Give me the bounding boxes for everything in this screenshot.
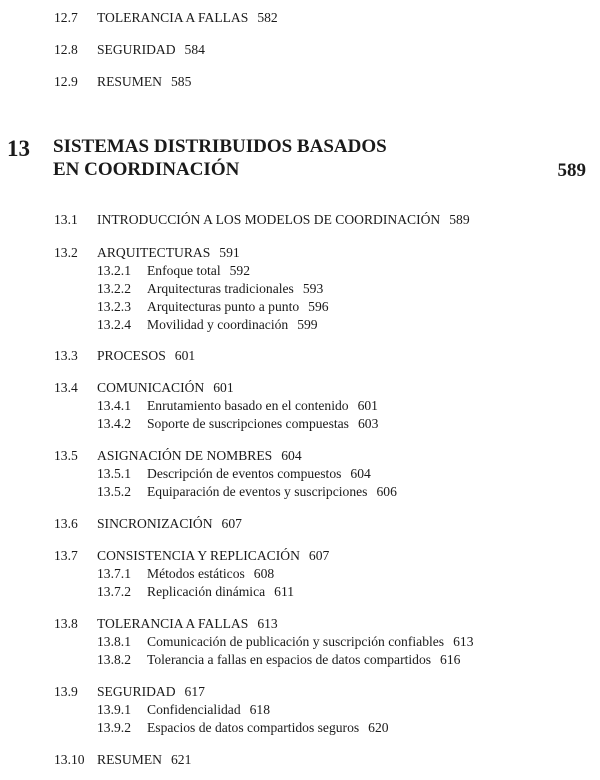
page-number: 616 [440,652,461,667]
page-number: 582 [257,10,278,25]
subsection-title: Equiparación de eventos y suscripciones [147,484,368,499]
page-number: 607 [221,516,242,531]
subsection-title: Soporte de suscripciones compuestas [147,416,349,431]
section-title: SINCRONIZACIÓN [97,516,213,531]
chapter-title-line-2: EN COORDINACIÓN [53,159,240,180]
subsection-number: 13.7.2 [97,584,131,599]
page-number: 599 [297,317,318,332]
section-number: 13.5 [54,448,78,463]
subsection-title: Replicación dinámica [147,584,266,599]
subsection-title: Enfoque total [147,263,221,278]
section-title: PROCESOS [97,348,166,363]
section-number: 13.6 [54,516,78,531]
subsection-number: 13.5.1 [97,466,131,481]
chapter-page-number: 589 [557,160,586,181]
page-number: 589 [449,212,470,227]
subsection-number: 13.5.2 [97,484,131,499]
section-number: 12.8 [54,42,78,57]
section-title: SEGURIDAD [97,42,176,57]
section-number: 13.7 [54,548,78,563]
section-number: 13.2 [54,245,78,260]
page-number: 611 [274,584,295,599]
subsection-number: 13.2.2 [97,281,131,296]
page-number: 596 [308,299,329,314]
section-title: SEGURIDAD [97,684,176,699]
page-number: 618 [249,702,271,717]
subsection-number: 13.9.2 [97,720,131,735]
page-number: 584 [184,42,205,57]
subsection-title: Arquitecturas tradicionales [147,281,294,296]
page-number: 603 [357,416,379,431]
page-number: 601 [174,348,196,363]
page-number: 604 [281,448,302,463]
subsection-title: Espacios de datos compartidos seguros [147,720,360,735]
page-number: 613 [257,616,278,631]
subsection-number: 13.4.1 [97,398,131,413]
subsection-title: Enrutamiento basado en el contenido [147,398,349,413]
page-number: 585 [170,74,192,89]
section-number: 13.9 [54,684,78,699]
section-title: CONSISTENCIA Y REPLICACIÓN [97,548,300,563]
page-number: 621 [170,752,192,767]
subsection-number: 13.9.1 [97,702,131,717]
subsection-number: 13.4.2 [97,416,131,431]
section-number: 12.7 [54,10,78,25]
page-number: 601 [213,380,234,395]
subsection-title: Descripción de eventos compuestos [147,466,342,481]
chapter-title [53,136,387,182]
section-title: INTRODUCCIÓN A LOS MODELOS DE COORDINACIÓN [97,212,441,227]
section-title: RESUMEN [97,74,162,89]
section-title: TOLERANCIA A FALLAS [97,10,249,25]
subsection-title: Comunicación de publicación y suscripción confiables [147,634,445,649]
page-number: 604 [350,466,371,481]
subsection-number: 13.2.1 [97,263,131,278]
page-number: 607 [308,548,330,563]
subsection-number: 13.2.3 [97,299,131,314]
section-number: 13.10 [54,752,85,767]
subsection-number: 13.2.4 [97,317,131,332]
page-number: 601 [357,398,378,413]
section-number: 13.1 [54,212,78,227]
subsection-title: Movilidad y coordinación [147,317,289,332]
section-number: 13.8 [54,616,78,631]
subsection-title: Arquitecturas punto a punto [147,299,300,314]
page-number: 593 [302,281,324,296]
section-title: ARQUITECTURAS [97,245,211,260]
section-title: ASIGNACIÓN DE NOMBRES [97,448,273,463]
chapter-number: 13 [7,136,30,161]
page-number: 613 [453,634,474,649]
page-number: 606 [376,484,397,499]
subsection-title: Confidencialidad [147,702,241,717]
section-number: 13.3 [54,348,78,363]
section-title: COMUNICACIÓN [97,380,205,395]
page-number: 592 [229,263,251,278]
chapter-title-line-1: SISTEMAS DISTRIBUIDOS BASADOS [53,136,387,157]
section-title: TOLERANCIA A FALLAS [97,616,249,631]
section-title: RESUMEN [97,752,162,767]
page-number: 620 [368,720,389,735]
page-number: 617 [184,684,205,699]
page-number: 591 [219,245,240,260]
section-number: 12.9 [54,74,78,89]
subsection-title: Tolerancia a fallas en espacios de datos compartidos [147,652,432,667]
section-number: 13.4 [54,380,78,395]
subsection-number: 13.8.2 [97,652,131,667]
subsection-title: Métodos estáticos [147,566,245,581]
subsection-number: 13.7.1 [97,566,131,581]
page-number: 608 [253,566,275,581]
subsection-number: 13.8.1 [97,634,131,649]
